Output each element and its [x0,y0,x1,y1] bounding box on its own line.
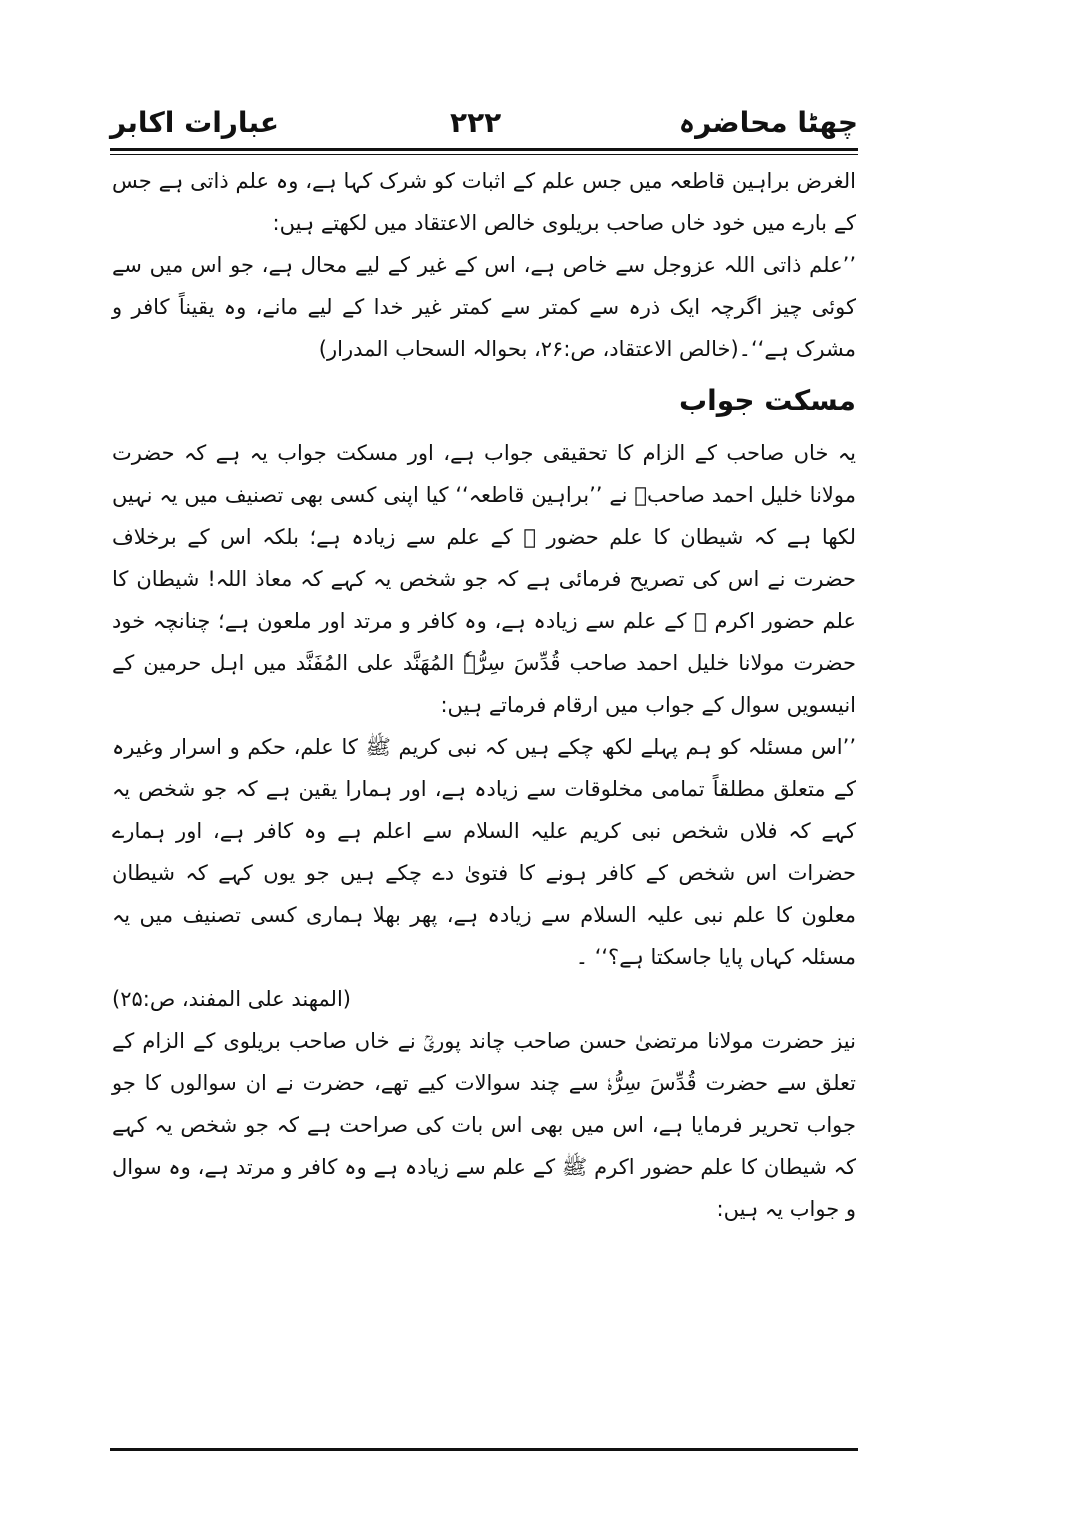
running-header [110,100,858,146]
book-title: عبارات اکابر [110,106,279,139]
quote-reference: (المھند علی المفند، ص:۲۵) [112,987,351,1011]
footer-rule [110,1448,858,1451]
page-number: ۲۲۲ [450,106,502,139]
page-body [112,160,856,1230]
header-rule-thick [110,148,858,151]
header-rule-thin [110,154,858,155]
quote-muhannad: ’’اس مسئلہ کو ہم پہلے لکھ چکے ہیں کہ نبی کریم ﷺ کا علم، حکم و اسرار وغیرہ کے متعلق مطلقاً تمامی مخلوقات سے زیادہ ہے، اور ہمارا یقین ہے کہ جو شخص یہ کہے کہ فلاں شخص نبی کریم علیہ السلام سے اعلم ہے وہ کافر ہے، اور ہمارے حضرات اس شخص کے کافر ہونے کا فتویٰ دے چکے ہیں جو یوں کہے کہ شیطان معلون کا علم نبی علیہ السلام سے زیادہ ہے، پھر بھلا ہماری کسی تصنیف میں یہ مسئلہ کہاں پایا جاسکتا ہے؟‘‘ ۔ [112,735,856,969]
paragraph-closing: نیز حضرت مولانا مرتضیٰ حسن صاحب چاند پوریؒ نے خاں صاحب بریلوی کے الزام کے تعلق سے حضرت قُدِّسَ سِرُّہٗ سے چند سوالات کیے تھے، حضرت نے ان سوالوں کا جو جواب تحریر فرمایا ہے، اس میں بھی اس بات کی صراحت ہے کہ جو شخص یہ کہے کہ شیطان کا علم حضور اکرم ﷺ کے علم سے زیادہ ہے وہ کافر و مرتد ہے، وہ سوال و جواب یہ ہیں: [112,1029,856,1221]
section-heading: مسکت جواب [679,384,856,417]
paragraph-intro: الغرض براہین قاطعہ میں جس علم کے اثبات کو شرک کہا ہے، وہ علم ذاتی ہے جس کے بارے میں خود خاں صاحب بریلوی خالص الاعتقاد میں لکھتے ہیں: [112,169,856,235]
quote-khalis-al-itiqad: ’’علم ذاتی اللہ عزوجل سے خاص ہے، اس کے غیر کے لیے محال ہے، جو اس میں سے کوئی چیز اگرچہ ایک ذرہ سے کمتر سے کمتر غیر خدا کے لیے مانے، وہ یقیناً کافر و مشرک ہے‘‘۔(خالص الاعتقاد، ص:۲۶، بحوالہ السحاب المدرار) [112,253,856,361]
paragraph-answer: یہ خاں صاحب کے الزام کا تحقیقی جواب ہے، اور مسکت جواب یہ ہے کہ حضرت مولانا خلیل احمد صاحبؒ نے ’’براہین قاطعہ‘‘ کیا اپنی کسی بھی تصنیف میں یہ نہیں لکھا ہے کہ شیطان کا علم حضور ﷺ کے علم سے زیادہ ہے؛ بلکہ اس کے برخلاف حضرت نے اس کی تصریح فرمائی ہے کہ جو شخص یہ کہے کہ معاذ اللہ! شیطان کا علم حضور اکرم ﷺ کے علم سے زیادہ ہے، وہ کافر و مرتد اور ملعون ہے؛ چنانچہ خود حضرت مولانا خلیل احمد صاحب قُدِّسَ سِرُّہٗ المُھَنَّد علی المُفَنَّد میں اہل حرمین کے انیسویں سوال کے جواب میں ارقام فرماتے ہیں: [112,441,856,717]
chapter-title: چھٹا محاضرہ [678,106,858,139]
